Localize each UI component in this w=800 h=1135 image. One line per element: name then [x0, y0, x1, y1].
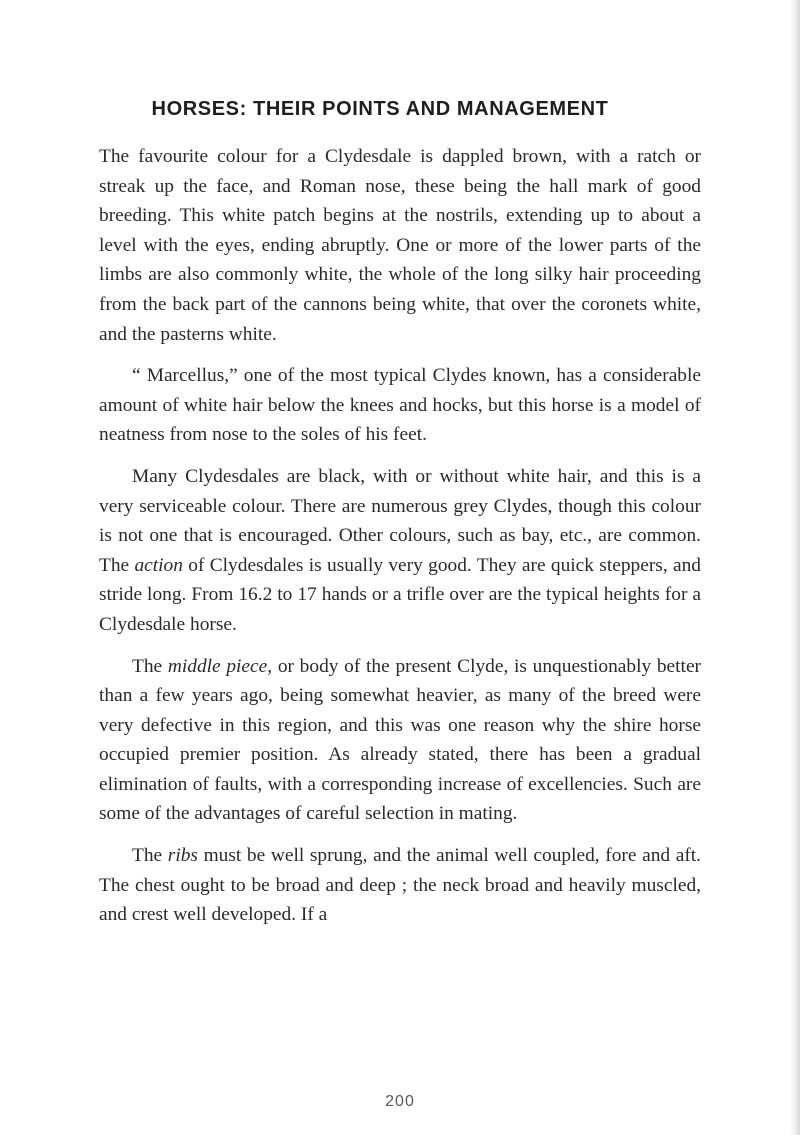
text-run: of Clydesdales is usually very good. They are quick steppers, and stride long. From 16.2 to 17 hands or a trifle over are the typical heights for a Clydesdale horse. — [99, 554, 701, 635]
paragraph-marcellus: “ Marcellus,” one of the most typical Clydes known, has a considerable amount of white hair below the knees and hocks, but this horse is a model of neatness from nose to the soles of his feet. — [99, 365, 701, 446]
paragraph-action — [99, 462, 701, 640]
italic-term-action: action — [134, 554, 183, 576]
text-run: Many Clydesdales are black, with or without white hair, and this is a very serviceable colour. There are numerous grey Clydes, though this colour is not one that is encouraged. Other colours, such as bay, etc., are common. The — [99, 465, 701, 576]
text-run: must be well sprung, and the animal well coupled, fore and aft. The chest ought to be broad and deep ; the neck broad and heavily muscled, and crest well developed. If a — [99, 845, 702, 926]
text-run: or body of the present Clyde, is unquestionably better than a few years ago, being somewhat heavier, as many of the breed were very defective in this region, and this was one reason why the shire horse occupied premier position. As already stated, there has been a gradual elimination of faults, with a corresponding increase of excellencies. Such are some of the advantages of careful selection in mating. — [99, 655, 702, 825]
text-run: The — [132, 655, 168, 677]
page-number: 200 — [385, 1093, 415, 1110]
paragraph-colour: The favourite colour for a Clydesdale is dappled brown, with a ratch or streak up the face, and Roman nose, these being the hall mark of good breeding. This white patch begins at the nostrils, extending up to about a level with the eyes, ending abruptly. One or more of the lower parts of the limbs are also commonly white, the whole of the long silky hair proceeding from the back part of the cannons being white, that over the coronets white, and the pasterns white. — [99, 146, 701, 345]
page-edge-shadow — [790, 0, 800, 1135]
paragraph-ribs — [99, 841, 701, 930]
body-text — [99, 142, 701, 930]
paragraph-middle-piece — [99, 652, 701, 830]
running-header: HORSES: THEIR POINTS AND MANAGEMENT — [151, 98, 609, 120]
text-run: The — [132, 845, 168, 867]
italic-term-ribs: ribs — [167, 845, 198, 867]
italic-term-middle-piece: middle piece, — [167, 655, 273, 677]
